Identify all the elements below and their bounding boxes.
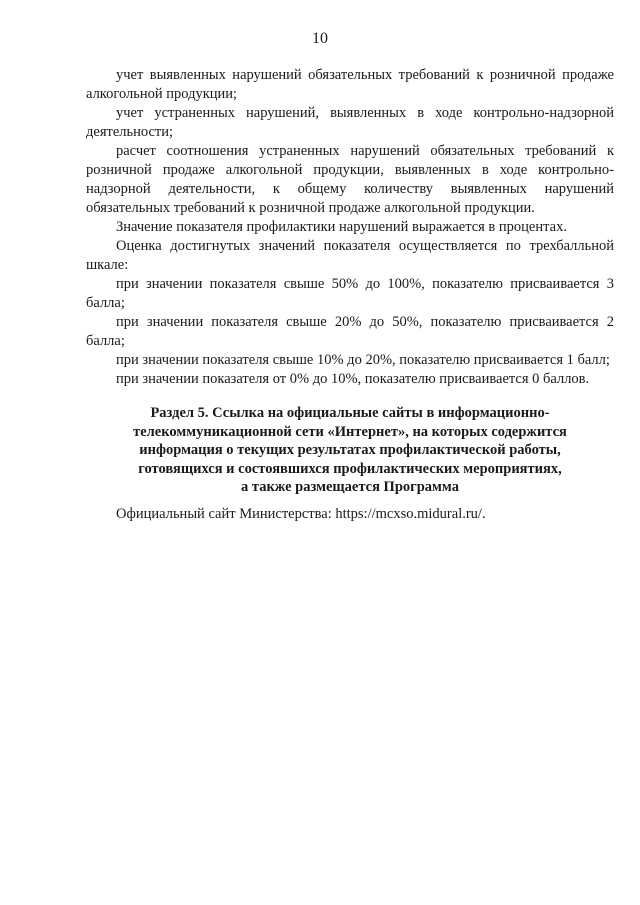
paragraph-ratio-calculation: расчет соотношения устраненных нарушений обязательных требований к розничной продаже алкогольной продукции, выявленных в ходе контрольно-надзорной деятельности, к общему количеству выявленных нарушений обязательных требований к розничной продаже алкогольной продукции. bbox=[86, 143, 614, 216]
section-title-line: телекоммуникационной сети «Интернет», на которых содержится bbox=[133, 423, 567, 440]
paragraph-score-1: при значении показателя свыше 10% до 20%, показателю присваивается 1 балл; bbox=[116, 352, 610, 368]
paragraph-eliminated-violations: учет устраненных нарушений, выявленных в ходе контрольно-надзорной деятельности; bbox=[86, 105, 614, 140]
paragraph-violations-accounting: учет выявленных нарушений обязательных требований к розничной продаже алкогольной продукции; bbox=[86, 67, 614, 102]
paragraph-indicator-percent: Значение показателя профилактики нарушений выражается в процентах. bbox=[116, 219, 567, 235]
section-5-title bbox=[100, 404, 600, 497]
section-title-line: информация о текущих результатах профилактической работы, bbox=[139, 442, 561, 458]
paragraph-score-3: при значении показателя свыше 50% до 100%, показателю присваивается 3 балла; bbox=[86, 276, 614, 311]
official-site-text: Официальный сайт Министерства: https://mcxso.midural.ru/. bbox=[116, 506, 486, 522]
section-title-line: а также размещается Программа bbox=[241, 479, 459, 495]
page-number: 10 bbox=[312, 30, 328, 47]
paragraph-scale-intro: Оценка достигнутых значений показателя осуществляется по трехбалльной шкале: bbox=[86, 238, 614, 273]
paragraph-score-2: при значении показателя свыше 20% до 50%, показателю присваивается 2 балла; bbox=[86, 314, 614, 349]
paragraph-score-0: при значении показателя от 0% до 10%, показателю присваивается 0 баллов. bbox=[116, 371, 590, 387]
body-text bbox=[86, 66, 614, 389]
section-title-line: готовящихся и состоявшихся профилактических мероприятиях, bbox=[138, 460, 562, 477]
section-title-line: Раздел 5. Ссылка на официальные сайты в информационно- bbox=[150, 405, 550, 421]
